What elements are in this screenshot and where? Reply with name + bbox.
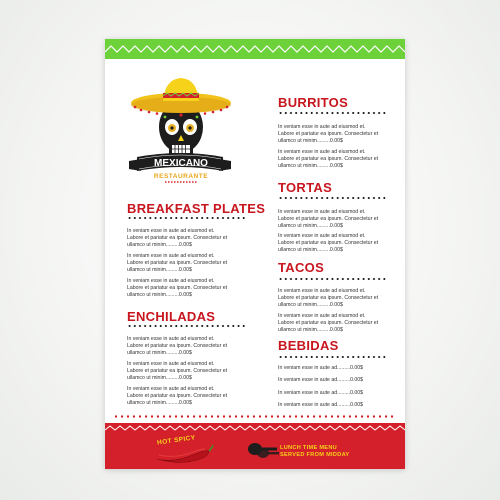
sombrero-skull-logo xyxy=(125,75,235,187)
top-decorative-band xyxy=(105,39,405,59)
menu-item: In veniam esse in aute ad eiusmod et. Labore et pariatur ea ipsum. Consectetur et ullamco ut minim.........0.00$ xyxy=(127,278,228,298)
lunch-line-1: LUNCH TIME MENU xyxy=(280,445,338,451)
menu-item: In veniam esse in aute ad eiusmod et. Labore et pariatur ea ipsum. Consectetur et ullamco ut minim.........0.00$ xyxy=(278,149,379,169)
divider-dots xyxy=(278,278,388,280)
menu-item: In veniam esse in aute ad eiusmod et. Labore et pariatur ea ipsum. Consectetur et ullamco ut minim.........0.00$ xyxy=(278,288,379,308)
chili-pepper-icon xyxy=(153,443,215,465)
divider-dots xyxy=(278,112,388,114)
maracas-icon xyxy=(245,437,279,463)
menu-page xyxy=(105,39,405,469)
divider-dots xyxy=(278,197,388,199)
lunch-time-text xyxy=(280,445,349,459)
menu-item: In veniam esse in aute ad eiusmod et. Labore et pariatur ea ipsum. Consectetur et ullamco ut minim.........0.00$ xyxy=(127,253,228,273)
hot-spicy-label: HOT SPICY xyxy=(156,434,196,447)
menu-item: In veniam esse in aute ad eiusmod et. Labore et pariatur ea ipsum. Consectetur et ullamco ut minim.........0.00$ xyxy=(278,233,379,253)
divider-dots xyxy=(127,325,247,327)
zigzag-pattern xyxy=(105,39,405,59)
section-title-enchiladas: ENCHILADAS xyxy=(127,309,216,324)
brand-name: MEXICANO xyxy=(154,158,208,169)
menu-item: In veniam esse in aute ad.........0.00$ xyxy=(278,402,364,408)
divider-dots xyxy=(278,356,388,358)
menu-item: In veniam esse in aute ad eiusmod et. Labore et pariatur ea ipsum. Consectetur et ullamco ut minim.........0.00$ xyxy=(278,124,379,144)
menu-item: In veniam esse in aute ad eiusmod et. Labore et pariatur ea ipsum. Consectetur et ullamco ut minim.........0.00$ xyxy=(127,228,228,248)
lunch-line-2: SERVED FROM MIDDAY xyxy=(280,452,350,458)
menu-item: In veniam esse in aute ad eiusmod et. Labore et pariatur ea ipsum. Consectetur et ullamco ut minim.........0.00$ xyxy=(127,336,228,356)
menu-item: In veniam esse in aute ad eiusmod et. Labore et pariatur ea ipsum. Consectetur et ullamco ut minim.........0.00$ xyxy=(127,386,228,406)
menu-item: In veniam esse in aute ad eiusmod et. Labore et pariatur ea ipsum. Consectetur et ullamco ut minim.........0.00$ xyxy=(278,313,379,333)
menu-item: In veniam esse in aute ad eiusmod et. Labore et pariatur ea ipsum. Consectetur et ullamco ut minim.........0.00$ xyxy=(127,361,228,381)
menu-item: In veniam esse in aute ad.........0.00$ xyxy=(278,377,364,383)
section-title-bebidas: BEBIDAS xyxy=(278,338,339,353)
divider-dots xyxy=(127,217,247,219)
brand-subtitle: RESTAURANTE xyxy=(153,173,209,180)
section-title-tortas: TORTAS xyxy=(278,180,333,195)
menu-item: In veniam esse in aute ad.........0.00$ xyxy=(278,390,364,396)
footer-dots-divider xyxy=(113,415,397,418)
menu-item: In veniam esse in aute ad eiusmod et. Labore et pariatur ea ipsum. Consectetur et ullamco ut minim.........0.00$ xyxy=(278,209,379,229)
menu-item: In veniam esse in aute ad.........0.00$ xyxy=(278,365,364,371)
section-title-breakfast: BREAKFAST PLATES xyxy=(127,201,266,216)
section-title-burritos: BURRITOS xyxy=(278,95,349,110)
section-title-tacos: TACOS xyxy=(278,260,325,275)
